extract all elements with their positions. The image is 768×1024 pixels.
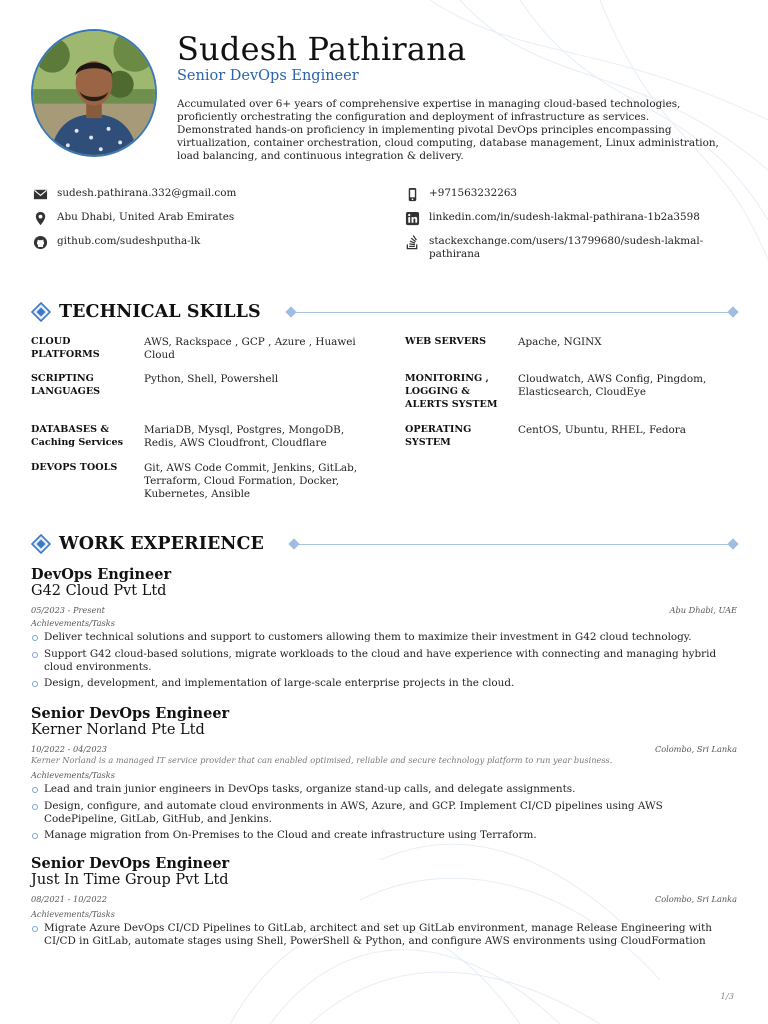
list-item [31, 783, 737, 796]
profile-summary: Accumulated over 6+ years of comprehensive expertise in managing cloud-based technologies, proficiently orchestrating the configuration and deployment of infrastructure as services. Demonstrated hands-on proficiency in implementing pivotal DevOps principles encompassing virtualization, container orchestration, cloud computing, database management, Linux administration, load balancing, and continuous integration & delivery. [177, 98, 719, 162]
job-location: Abu Dhabi, UAE [669, 605, 737, 615]
list-item-text: Lead and train junior engineers in DevOps tasks, organize stand-up calls, and delegate assignments. [44, 783, 576, 795]
list-item-text: Support G42 cloud-based solutions, migrate workloads to the cloud and have experience with connecting and managing hybrid cloud environments. [44, 647, 717, 673]
stackexchange-icon [405, 235, 420, 250]
profile-photo [31, 29, 157, 157]
github-icon [33, 235, 48, 250]
github-text[interactable]: github.com/sudeshputha-lk [57, 235, 201, 247]
achievements-label: Achievements/Tasks [31, 618, 115, 628]
job-meta [31, 894, 737, 905]
contact-linkedin[interactable] [405, 211, 735, 226]
job-title: Senior DevOps Engineer [31, 855, 230, 872]
technical-skills-header [31, 300, 737, 324]
envelope-icon [33, 187, 48, 202]
list-item [31, 677, 737, 690]
work-experience-header [31, 532, 737, 556]
job-dates: 10/2022 - 04/2023 [31, 744, 107, 754]
linkedin-icon [405, 211, 420, 226]
job-location: Colombo, Sri Lanka [654, 894, 737, 904]
skill-value: Python, Shell, Powershell [144, 373, 279, 385]
contact-email[interactable] [33, 187, 373, 202]
list-item [31, 631, 737, 644]
job-entry [31, 855, 737, 952]
list-item-text: Deliver technical solutions and support to customers allowing them to maximize their investment in G42 cloud technology. [44, 631, 692, 643]
phone-icon [405, 187, 420, 202]
achievement-list [31, 783, 737, 842]
skill-value: MariaDB, Mysql, Postgres, MongoDB, Redis, AWS Cloudfront, Cloudflare [144, 424, 345, 449]
skill-label: DEVOPS TOOLS [31, 462, 118, 473]
achievement-list [31, 631, 737, 690]
achievements-label: Achievements/Tasks [31, 909, 115, 919]
linkedin-text[interactable]: linkedin.com/in/sudesh-lakmal-pathirana-1b2a3598 [429, 211, 700, 223]
list-item-text: Migrate Azure DevOps CI/CD Pipelines to GitLab, architect and set up GitLab environment, manage Release Engineering with CI/CD in GitLab, automate stages using Shell, PowerShell & Python, and configure AWS environments using CloudFormation [44, 922, 712, 947]
stackexchange-text[interactable]: stackexchange.com/users/13799680/sudesh-lakmal-pathirana [429, 235, 704, 260]
job-meta [31, 744, 737, 755]
achievements-label: Achievements/Tasks [31, 770, 115, 780]
company-description: Kerner Norland is a managed IT service provider that can enabled optimised, reliable and secure technology platform to run year business. [31, 755, 613, 765]
skill-label: OPERATING SYSTEM [405, 424, 472, 448]
job-company: G42 Cloud Pvt Ltd [31, 583, 167, 599]
job-title: DevOps Engineer [31, 566, 172, 583]
location-text: Abu Dhabi, United Arab Emirates [57, 211, 235, 223]
skill-value: Apache, NGINX [518, 336, 602, 348]
section-title: WORK EXPERIENCE [59, 534, 264, 554]
email-text[interactable]: sudesh.pathirana.332@gmail.com [57, 187, 237, 199]
skill-value: Cloudwatch, AWS Config, Pingdom, Elasticsearch, CloudEye [518, 373, 707, 398]
candidate-role: Senior DevOps Engineer [177, 68, 359, 84]
job-title: Senior DevOps Engineer [31, 705, 230, 722]
job-dates: 05/2023 - Present [31, 605, 105, 615]
job-company: Just In Time Group Pvt Ltd [31, 872, 229, 888]
list-item-text: Design, development, and implementation of large-scale enterprise projects in the cloud. [44, 677, 515, 690]
page-number: 1/3 [720, 992, 734, 1002]
section-rule [287, 306, 737, 318]
job-company: Kerner Norland Pte Ltd [31, 722, 205, 738]
contact-location [33, 211, 373, 226]
skill-label: DATABASES & Caching Services [31, 424, 123, 448]
job-entry [31, 705, 737, 846]
diamond-icon [31, 302, 51, 322]
job-location: Colombo, Sri Lanka [654, 744, 737, 754]
location-pin-icon [33, 211, 48, 226]
job-meta [31, 605, 737, 616]
list-item-text: Design, configure, and automate cloud environments in AWS, Azure, and GCP. Implement CI/CD pipelines using AWS CodePipeline, GitLab, GitHub, and Jenkins. [44, 799, 663, 825]
list-item [31, 648, 737, 674]
skill-label: SCRIPTING LANGUAGES [31, 373, 101, 397]
skill-value: Git, AWS Code Commit, Jenkins, GitLab, Terraform, Cloud Formation, Docker, Kubernetes, Ansible [144, 462, 358, 500]
job-dates: 08/2021 - 10/2022 [31, 894, 107, 904]
contact-phone[interactable] [405, 187, 735, 202]
skill-value: AWS, Rackspace , GCP , Azure , Huawei Cloud [144, 336, 356, 361]
job-entry [31, 566, 737, 694]
list-item [31, 829, 737, 842]
contact-stackexchange[interactable] [405, 235, 705, 260]
phone-text[interactable]: +971563232263 [429, 187, 518, 199]
achievement-list [31, 922, 737, 948]
candidate-name: Sudesh Pathirana [177, 30, 467, 68]
skill-label: WEB SERVERS [405, 336, 487, 347]
skill-label: MONITORING , LOGGING & ALERTS SYSTEM [405, 373, 498, 410]
list-item [31, 922, 737, 948]
section-title: TECHNICAL SKILLS [59, 302, 261, 322]
contact-github[interactable] [33, 235, 373, 250]
list-item-text: Manage migration from On-Premises to the Cloud and create infrastructure using Terraform. [44, 829, 537, 842]
diamond-icon [31, 534, 51, 554]
section-rule [290, 538, 737, 550]
list-item [31, 800, 737, 826]
skill-label: CLOUD PLATFORMS [31, 336, 100, 360]
skill-value: CentOS, Ubuntu, RHEL, Fedora [518, 424, 686, 436]
